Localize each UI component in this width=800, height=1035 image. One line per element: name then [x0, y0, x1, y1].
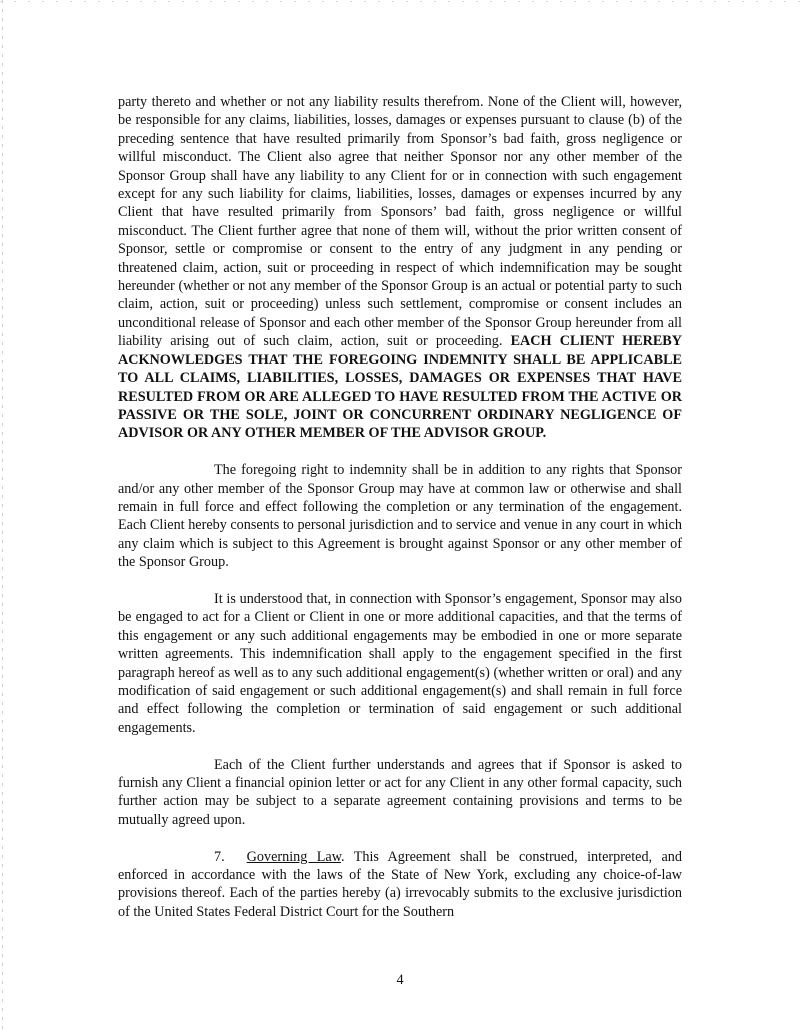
paragraph-indemnity-rights: The foregoing right to indemnity shall be in addition to any rights that Sponsor and/or any other member of the Sponsor Group may have at common law or otherwise and shall remain in full force and effect following the completion or any termination of the engagement. Each Client hereby consents to personal jurisdiction and to service and venue in any court in which any claim which is subject to this Agreement is brought against Sponsor or any other member of the Sponsor Group. — [118, 462, 682, 571]
paragraph-indemnity-text: party thereto and whether or not any liability results therefrom. None of the Client will, however, be responsible for any claims, liabilities, losses, damages or expenses pursuant to clause (b) of the preceding sentence that have resulted primarily from Sponsor’s bad faith, gross negligence or willful misconduct. The Client also agree that neither Sponsor nor any other member of the Sponsor Group shall have any liability to any Client for or in connection with such engagement except for any such liability for claims, liabilities, losses, damages or expenses incurred by any Client that have resulted primarily from Sponsors’ bad faith, gross negligence or willful misconduct. The Client further agree that none of them will, without the prior written consent of Sponsor, settle or compromise or consent to the entry of any judgment in any pending or threatened claim, action, suit or proceeding in respect of which indemnification may be sought hereunder (whether or not any member of the Sponsor Group is an actual or potential party to such claim, action, suit or proceeding) unless such settlement, compromise or consent includes an unconditional release of Sponsor and each other member of the Sponsor Group hereunder from all liability arising out of such claim, action, suit or proceeding. — [118, 94, 682, 350]
section-governing-law — [118, 848, 682, 922]
section-text: . This Agreement shall be construed, interpreted, and enforced in accordance with the laws of the State of New York, excluding any choice-of-law provisions thereof. Each of the parties hereby (a) irrevocably submits to the exclusive jurisdiction of the United States Federal District Court for the Southern — [118, 848, 682, 920]
paragraph-indemnity-continuation — [118, 93, 682, 443]
document-body — [118, 93, 682, 940]
negligence-acknowledgement: EACH CLIENT HEREBY ACKNOWLEDGES THAT THE FOREGOING INDEMNITY SHALL BE APPLICABLE TO ALL CLAIMS, LIABILITIES, LOSSES, DAMAGES OR EXPENSES THAT HAVE RESULTED FROM OR ARE ALLEGED TO HAVE RESULTED FROM THE ACTIVE OR PASSIVE OR THE SOLE, JOINT OR CONCURRENT ORDINARY NEGLIGENCE OF ADVISOR OR ANY OTHER MEMBER OF THE ADVISOR GROUP. — [118, 333, 682, 442]
section-number: 7. — [214, 848, 225, 865]
paragraph-additional-engagements: It is understood that, in connection with Sponsor’s engagement, Sponsor may also be engaged to act for a Client or Client in one or more additional capacities, and that the terms of this engagement or any such additional engagements may be embodied in one or more separate written agreements. This indemnification shall apply to the engagement specified in the first paragraph hereof as well as to any such additional engagement(s) (whether written or oral) and any modification of said engagement or such additional engagement(s) and shall remain in full force and effect following the completion or termination of said engagement or such additional engagements. — [118, 590, 682, 736]
paragraph-financial-opinion: Each of the Client further understands and agrees that if Sponsor is asked to furnish any Client a financial opinion letter or act for any Client in any other formal capacity, such further action may be subject to a separate agreement containing provisions and terms to be mutually agreed upon. — [118, 756, 682, 828]
page-number: 4 — [396, 972, 404, 988]
section-heading: Governing Law — [246, 848, 342, 865]
scan-edge-left — [2, 0, 3, 1035]
scan-edge-top — [0, 1, 800, 2]
